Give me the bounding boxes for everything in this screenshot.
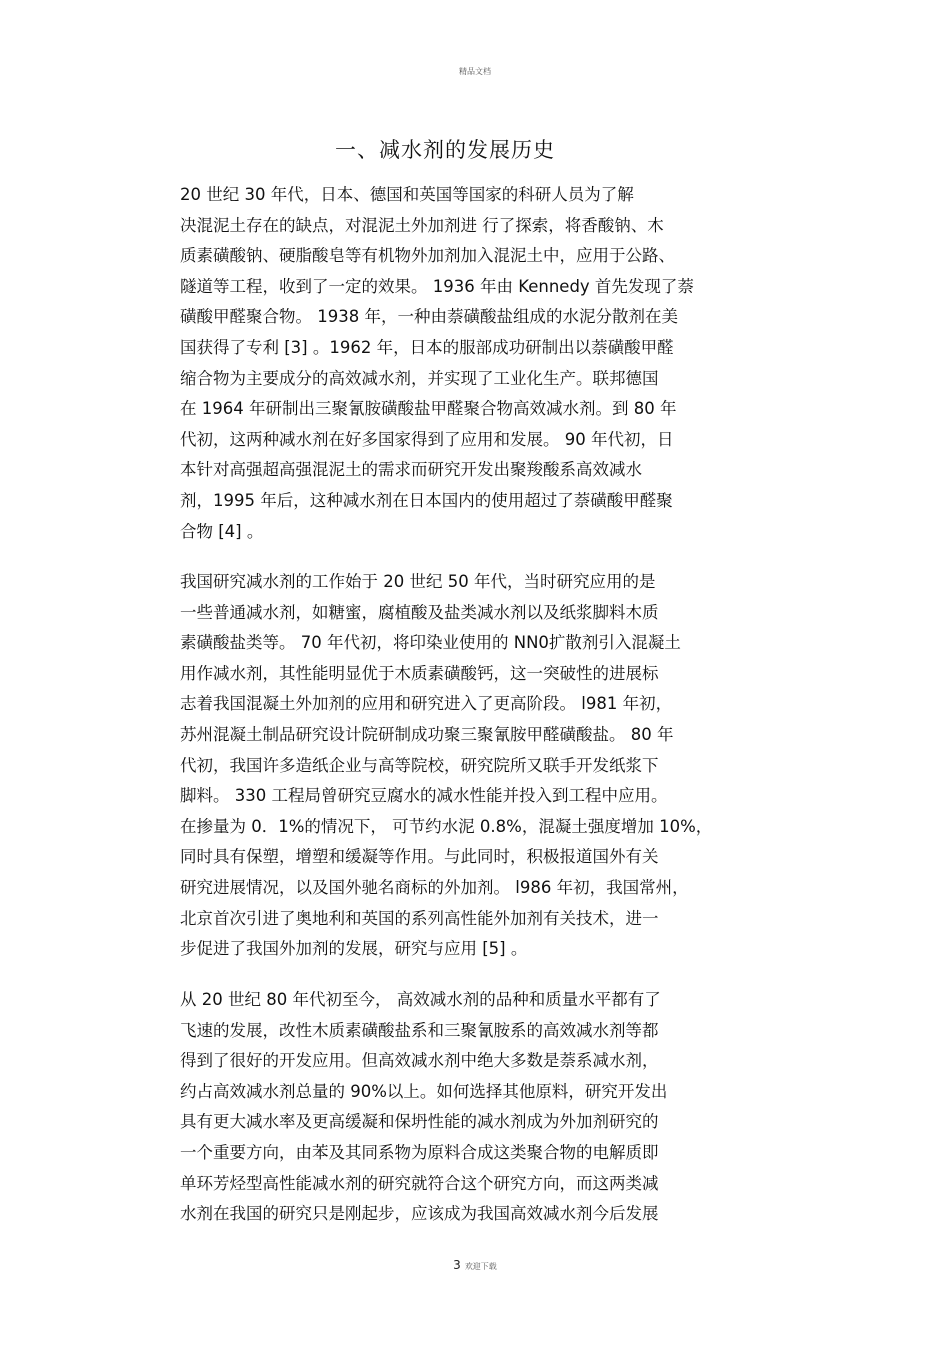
text-line: 具有更大减水率及更高缓凝和保坍性能的减水剂成为外加剂研究的 xyxy=(180,1112,659,1132)
paragraph-recent-development xyxy=(180,985,790,1230)
paragraph-history-foreign xyxy=(180,180,790,547)
text-line: 约占高效减水剂总量的 90%以上。如何选择其他原料，研究开发出 xyxy=(180,1081,668,1101)
text-line: 步促进了我国外加剂的发展，研究与应用 [5] 。 xyxy=(180,939,528,959)
text-line: 本针对高强超高强混泥土的需求而研究开发出聚羧酸系高效减水 xyxy=(180,460,642,480)
text-line: 缩合物为主要成分的高效减水剂，并实现了工业化生产。联邦德国 xyxy=(180,368,659,388)
footer-note: 欢迎下载 xyxy=(464,1262,497,1271)
text-line: 隧道等工程，收到了一定的效果。 1936 年由 Kennedy 首先发现了萘 xyxy=(180,276,694,296)
text-line: 水剂在我国的研究只是刚起步，应该成为我国高效减水剂今后发展 xyxy=(180,1204,659,1224)
text-line: 一个重要方向，由苯及其同系物为原料合成这类聚合物的电解质即 xyxy=(180,1142,659,1162)
text-line: 脚料。 330 工程局曾研究豆腐水的减水性能并投入到工程中应用。 xyxy=(180,786,668,806)
text-line: 苏州混凝土制品研究设计院研制成功聚三聚氰胺甲醛磺酸盐。 80 年 xyxy=(180,724,674,744)
text-line: 国获得了专利 [3] 。1962 年，日本的服部成功研制出以萘磺酸甲醛 xyxy=(180,337,674,357)
page-footer xyxy=(0,1258,950,1272)
paragraph-history-china xyxy=(180,567,790,965)
text-line: 一些普通减水剂，如糖蜜，腐植酸及盐类减水剂以及纸浆脚料木质 xyxy=(180,602,659,622)
text-line: 在 1964 年研制出三聚氰胺磺酸盐甲醛聚合物高效减水剂。到 80 年 xyxy=(180,399,677,419)
text-line: 北京首次引进了奥地利和英国的系列高性能外加剂有关技术，进一 xyxy=(180,908,659,928)
text-line: 质素磺酸钠、硬脂酸皂等有机物外加剂加入混泥土中，应用于公路、 xyxy=(180,246,675,266)
text-line: 从 20 世纪 80 年代初至今， 高效减水剂的品种和质量水平都有了 xyxy=(180,990,661,1009)
text-line: 代初，这两种减水剂在好多国家得到了应用和发展。 90 年代初，日 xyxy=(180,429,674,449)
text-line: 我国研究减水剂的工作始于 20 世纪 50 年代，当时研究应用的是 xyxy=(180,572,656,591)
page-number: 3 xyxy=(453,1258,461,1272)
text-line: 研究进展情况，以及国外驰名商标的外加剂。 l986 年初，我国常州， xyxy=(180,877,689,897)
text-line: 决混泥土存在的缺点，对混泥土外加剂进 行了探索，将香酸钠、木 xyxy=(180,215,664,235)
header-note: 精品文档 xyxy=(459,67,491,76)
section-title: 一、减水剂的发展历史 xyxy=(335,138,555,162)
text-line: 志着我国混凝土外加剂的应用和研究进入了更高阶段。 l981 年初， xyxy=(180,694,673,714)
text-line: 磺酸甲醛聚合物。 1938 年，一种由萘磺酸盐组成的水泥分散剂在美 xyxy=(180,307,678,327)
text-line: 同时具有保塑，增塑和缓凝等作用。与此同时，积极报道国外有关 xyxy=(180,847,659,867)
text-line: 素磺酸盐类等。 70 年代初，将印染业使用的 NN0扩散剂引入混凝土 xyxy=(180,633,681,653)
text-line: 得到了很好的开发应用。但高效减水剂中绝大多数是萘系减水剂， xyxy=(180,1051,659,1071)
text-line: 20 世纪 30 年代，日本、德国和英国等国家的科研人员为了解 xyxy=(180,185,634,204)
text-line: 代初，我国许多造纸企业与高等院校，研究院所又联手开发纸浆下 xyxy=(180,755,659,775)
text-line: 合物 [4] 。 xyxy=(180,521,264,541)
text-line: 剂，1995 年后，这种减水剂在日本国内的使用超过了萘磺酸甲醛聚 xyxy=(180,490,673,510)
text-line: 飞速的发展，改性木质素磺酸盐系和三聚氰胺系的高效减水剂等都 xyxy=(180,1020,659,1040)
text-line: 在掺量为 0．1%的情况下， 可节约水泥 0.8%，混凝土强度增加 10%， xyxy=(180,816,713,836)
text-line: 用作减水剂，其性能明显优于木质素磺酸钙，这一突破性的进展标 xyxy=(180,663,659,683)
text-line: 单环芳烃型高性能减水剂的研究就符合这个研究方向，而这两类减 xyxy=(180,1173,659,1193)
